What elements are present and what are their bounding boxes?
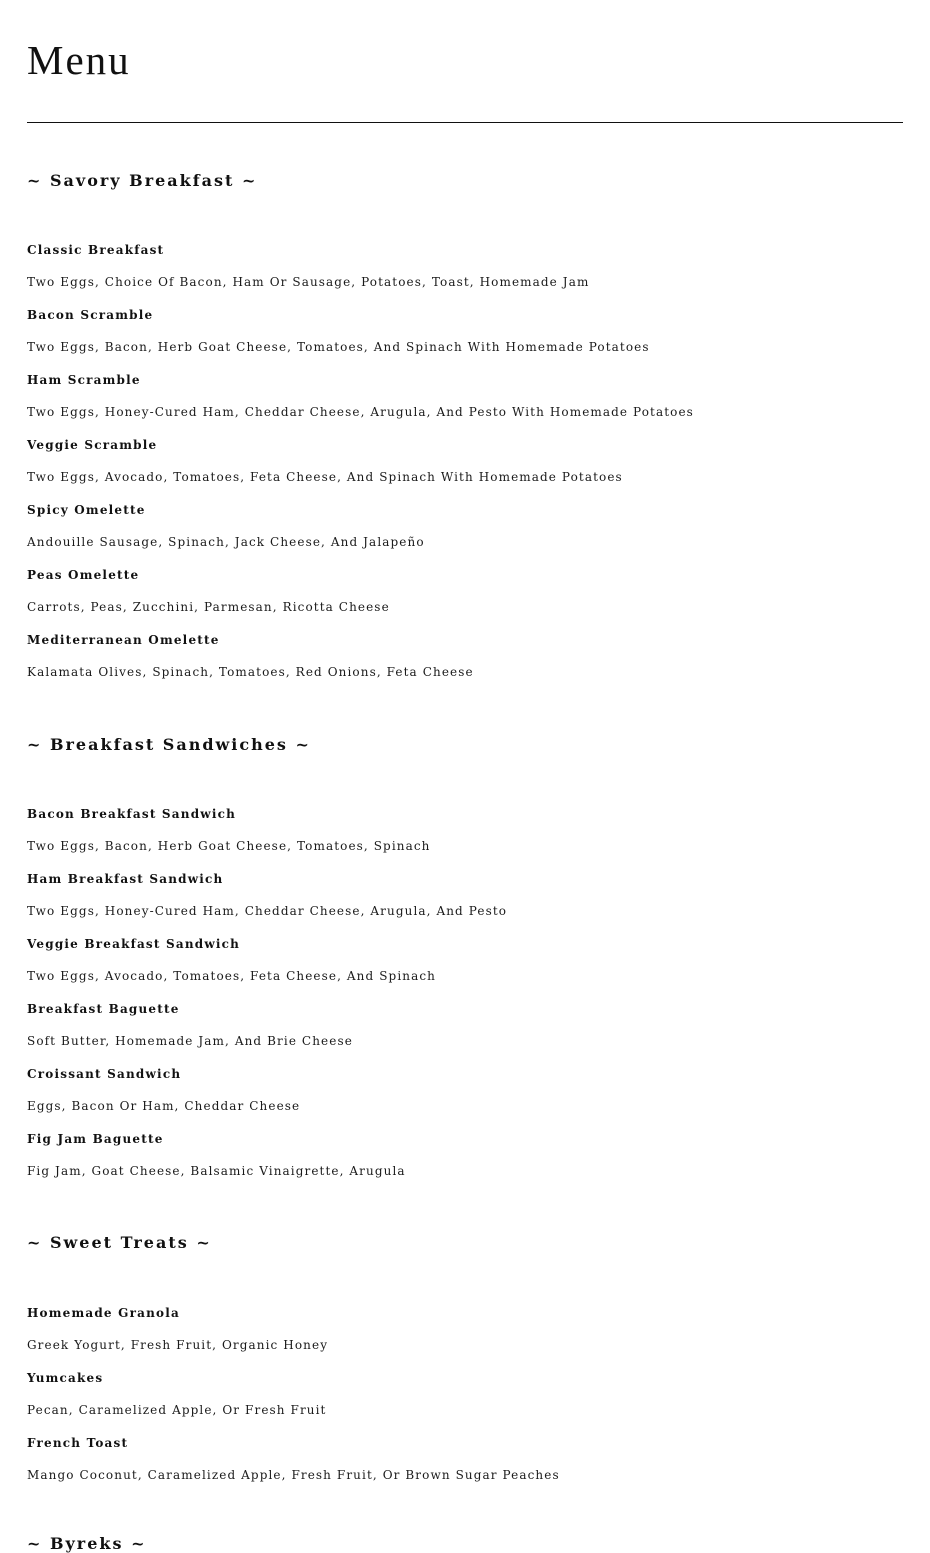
title-divider: [27, 122, 903, 123]
menu-item-name: Bacon Scramble: [27, 308, 154, 322]
menu-item-description: Two Eggs, Bacon, Herb Goat Cheese, Tomatoes, Spinach: [27, 839, 431, 853]
menu-item-description: Soft Butter, Homemade Jam, And Brie Cheese: [27, 1034, 353, 1048]
menu-item-description: Two Eggs, Choice Of Bacon, Ham Or Sausage, Potatoes, Toast, Homemade Jam: [27, 275, 590, 289]
menu-item-name: Homemade Granola: [27, 1306, 180, 1320]
menu-item-name: Peas Omelette: [27, 568, 140, 582]
section-heading-savory-breakfast: ~ Savory Breakfast ~: [27, 171, 258, 190]
menu-item-description: Carrots, Peas, Zucchini, Parmesan, Ricotta Cheese: [27, 600, 390, 614]
section-heading-byreks: ~ Byreks ~: [27, 1534, 147, 1553]
section-heading-breakfast-sandwiches: ~ Breakfast Sandwiches ~: [27, 735, 311, 754]
menu-item-description: Mango Coconut, Caramelized Apple, Fresh Fruit, Or Brown Sugar Peaches: [27, 1468, 560, 1482]
menu-item-description: Two Eggs, Avocado, Tomatoes, Feta Cheese, And Spinach With Homemade Potatoes: [27, 470, 623, 484]
menu-item-name: Mediterranean Omelette: [27, 633, 220, 647]
menu-item-name: French Toast: [27, 1436, 129, 1450]
menu-item-description: Fig Jam, Goat Cheese, Balsamic Vinaigrette, Arugula: [27, 1164, 406, 1178]
section-heading-sweet-treats: ~ Sweet Treats ~: [27, 1233, 212, 1252]
menu-item-name: Yumcakes: [27, 1371, 104, 1385]
menu-item-description: Greek Yogurt, Fresh Fruit, Organic Honey: [27, 1338, 329, 1352]
menu-item-description: Andouille Sausage, Spinach, Jack Cheese, And Jalapeño: [27, 535, 425, 549]
menu-item-name: Breakfast Baguette: [27, 1002, 180, 1016]
menu-item-name: Croissant Sandwich: [27, 1067, 182, 1081]
menu-item-name: Veggie Scramble: [27, 438, 158, 452]
menu-item-name: Bacon Breakfast Sandwich: [27, 807, 237, 821]
menu-item-description: Two Eggs, Honey-Cured Ham, Cheddar Cheese, Arugula, And Pesto: [27, 904, 508, 918]
menu-item-description: Two Eggs, Bacon, Herb Goat Cheese, Tomatoes, And Spinach With Homemade Potatoes: [27, 340, 650, 354]
menu-item-description: Two Eggs, Avocado, Tomatoes, Feta Cheese, And Spinach: [27, 969, 436, 983]
menu-item-description: Eggs, Bacon Or Ham, Cheddar Cheese: [27, 1099, 301, 1113]
menu-item-name: Spicy Omelette: [27, 503, 146, 517]
menu-item-name: Ham Breakfast Sandwich: [27, 872, 224, 886]
menu-item-name: Fig Jam Baguette: [27, 1132, 164, 1146]
menu-item-description: Two Eggs, Honey-Cured Ham, Cheddar Cheese, Arugula, And Pesto With Homemade Potatoes: [27, 405, 694, 419]
menu-item-name: Ham Scramble: [27, 373, 141, 387]
menu-item-description: Pecan, Caramelized Apple, Or Fresh Fruit: [27, 1403, 327, 1417]
menu-item-description: Kalamata Olives, Spinach, Tomatoes, Red Onions, Feta Cheese: [27, 665, 474, 679]
menu-item-name: Veggie Breakfast Sandwich: [27, 937, 241, 951]
page-title: Menu: [27, 37, 131, 83]
menu-item-name: Classic Breakfast: [27, 243, 165, 257]
